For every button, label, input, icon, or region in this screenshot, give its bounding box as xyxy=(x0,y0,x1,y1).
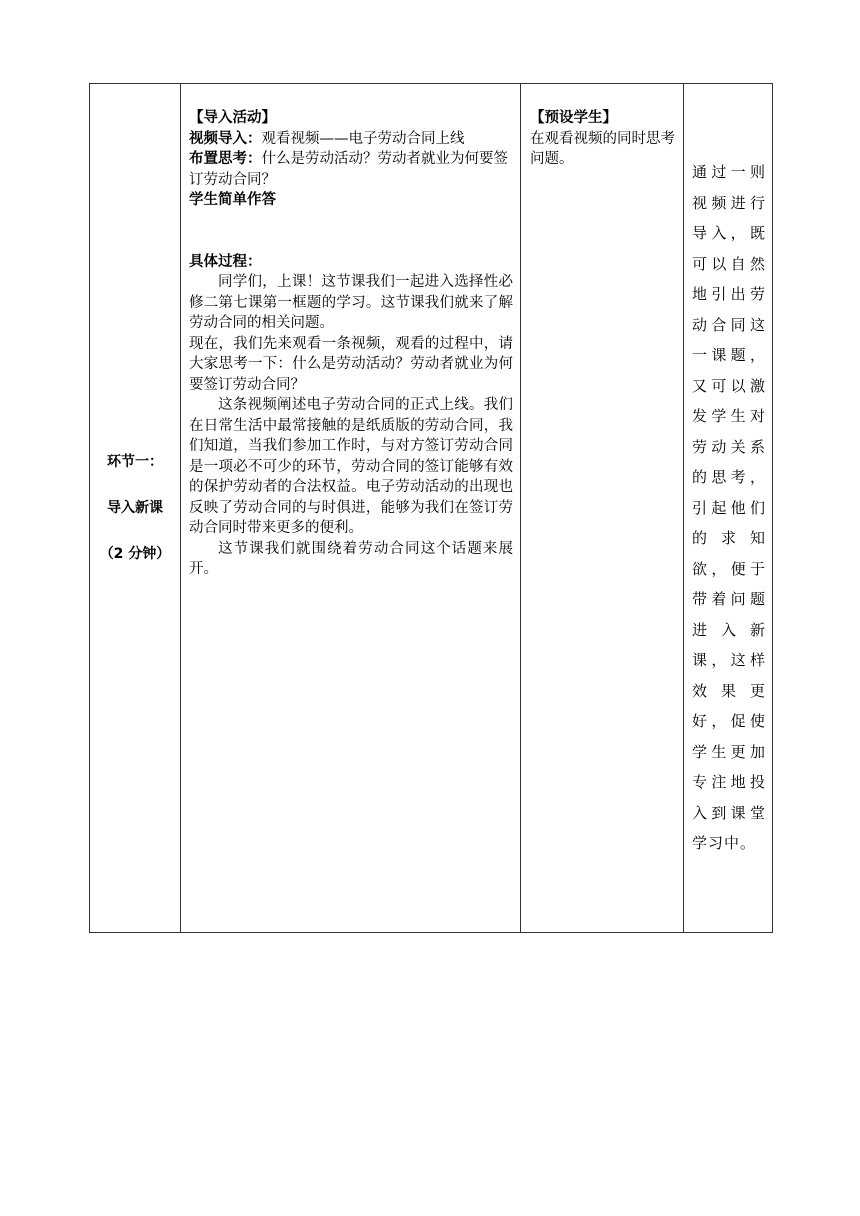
teacher-activity-content xyxy=(181,84,520,580)
teacher-activity-cell xyxy=(181,84,521,933)
design-intent-cell xyxy=(684,84,773,933)
process-paragraph-4: 这节课我们就围绕着劳动合同这个话题来展开。 xyxy=(189,540,513,577)
student-text: 在观看视频的同时思考问题。 xyxy=(530,130,675,167)
video-import-label: 视频导入： xyxy=(189,130,262,147)
lesson-plan-table xyxy=(89,83,773,933)
process-label: 具体过程： xyxy=(189,253,262,270)
student-activity-content xyxy=(521,84,683,170)
assign-thinking-text: 什么是劳动活动？劳动者就业为何要签订劳动合同？ xyxy=(189,151,508,188)
stage-cell xyxy=(90,84,181,933)
activity-header: 【导入活动】 xyxy=(189,110,276,126)
video-import-text: 观看视频——电子劳动合同上线 xyxy=(261,130,465,147)
student-header: 【预设学生】 xyxy=(530,110,617,126)
assign-thinking-label: 布置思考： xyxy=(189,151,262,167)
process-paragraph-3: 这条视频阐述电子劳动合同的正式上线。我们在日常生活中最常接触的是纸质版的劳动合同，我们知道，当我们参加工作时，与对方签订劳动合同是一项必不可少的环节，劳动合同的签订能够有效的保护劳动者的合法权益。电子劳动活动的出现也反映了劳动合同的与时俱进，能够为我们在签订劳动合同时带来更多的便利。 xyxy=(189,397,513,536)
table-row xyxy=(90,84,773,933)
stage-title: 导入新课 xyxy=(107,500,163,516)
student-answer-line: 学生简单作答 xyxy=(189,192,276,208)
process-paragraph-2: 现在，我们先来观看一条视频，观看的过程中，请大家思考一下：什么是劳动活动？劳动者就业为何要签订劳动合同？ xyxy=(189,335,513,393)
spacer xyxy=(189,211,513,252)
stage-duration: （2 分钟） xyxy=(99,546,171,562)
student-activity-cell xyxy=(521,84,684,933)
stage-number: 环节一： xyxy=(107,454,163,470)
process-paragraph-1: 同学们，上课！这节课我们一起进入选择性必修二第七课第一框题的学习。这节课我们就来了解劳动合同的相关问题。 xyxy=(189,274,513,331)
video-import-line xyxy=(189,129,513,150)
design-intent-text: 通过一则视频进行导入，既可以自然地引出劳动合同这一课题，又可以激发学生对劳动关系的思考，引起他们的求知欲，便于带着问题进入新课，这样效果更好，促使学生更加专注地投入到课堂学习中。 xyxy=(692,163,766,853)
stage-label xyxy=(90,453,180,563)
assign-thinking-line xyxy=(189,149,513,190)
